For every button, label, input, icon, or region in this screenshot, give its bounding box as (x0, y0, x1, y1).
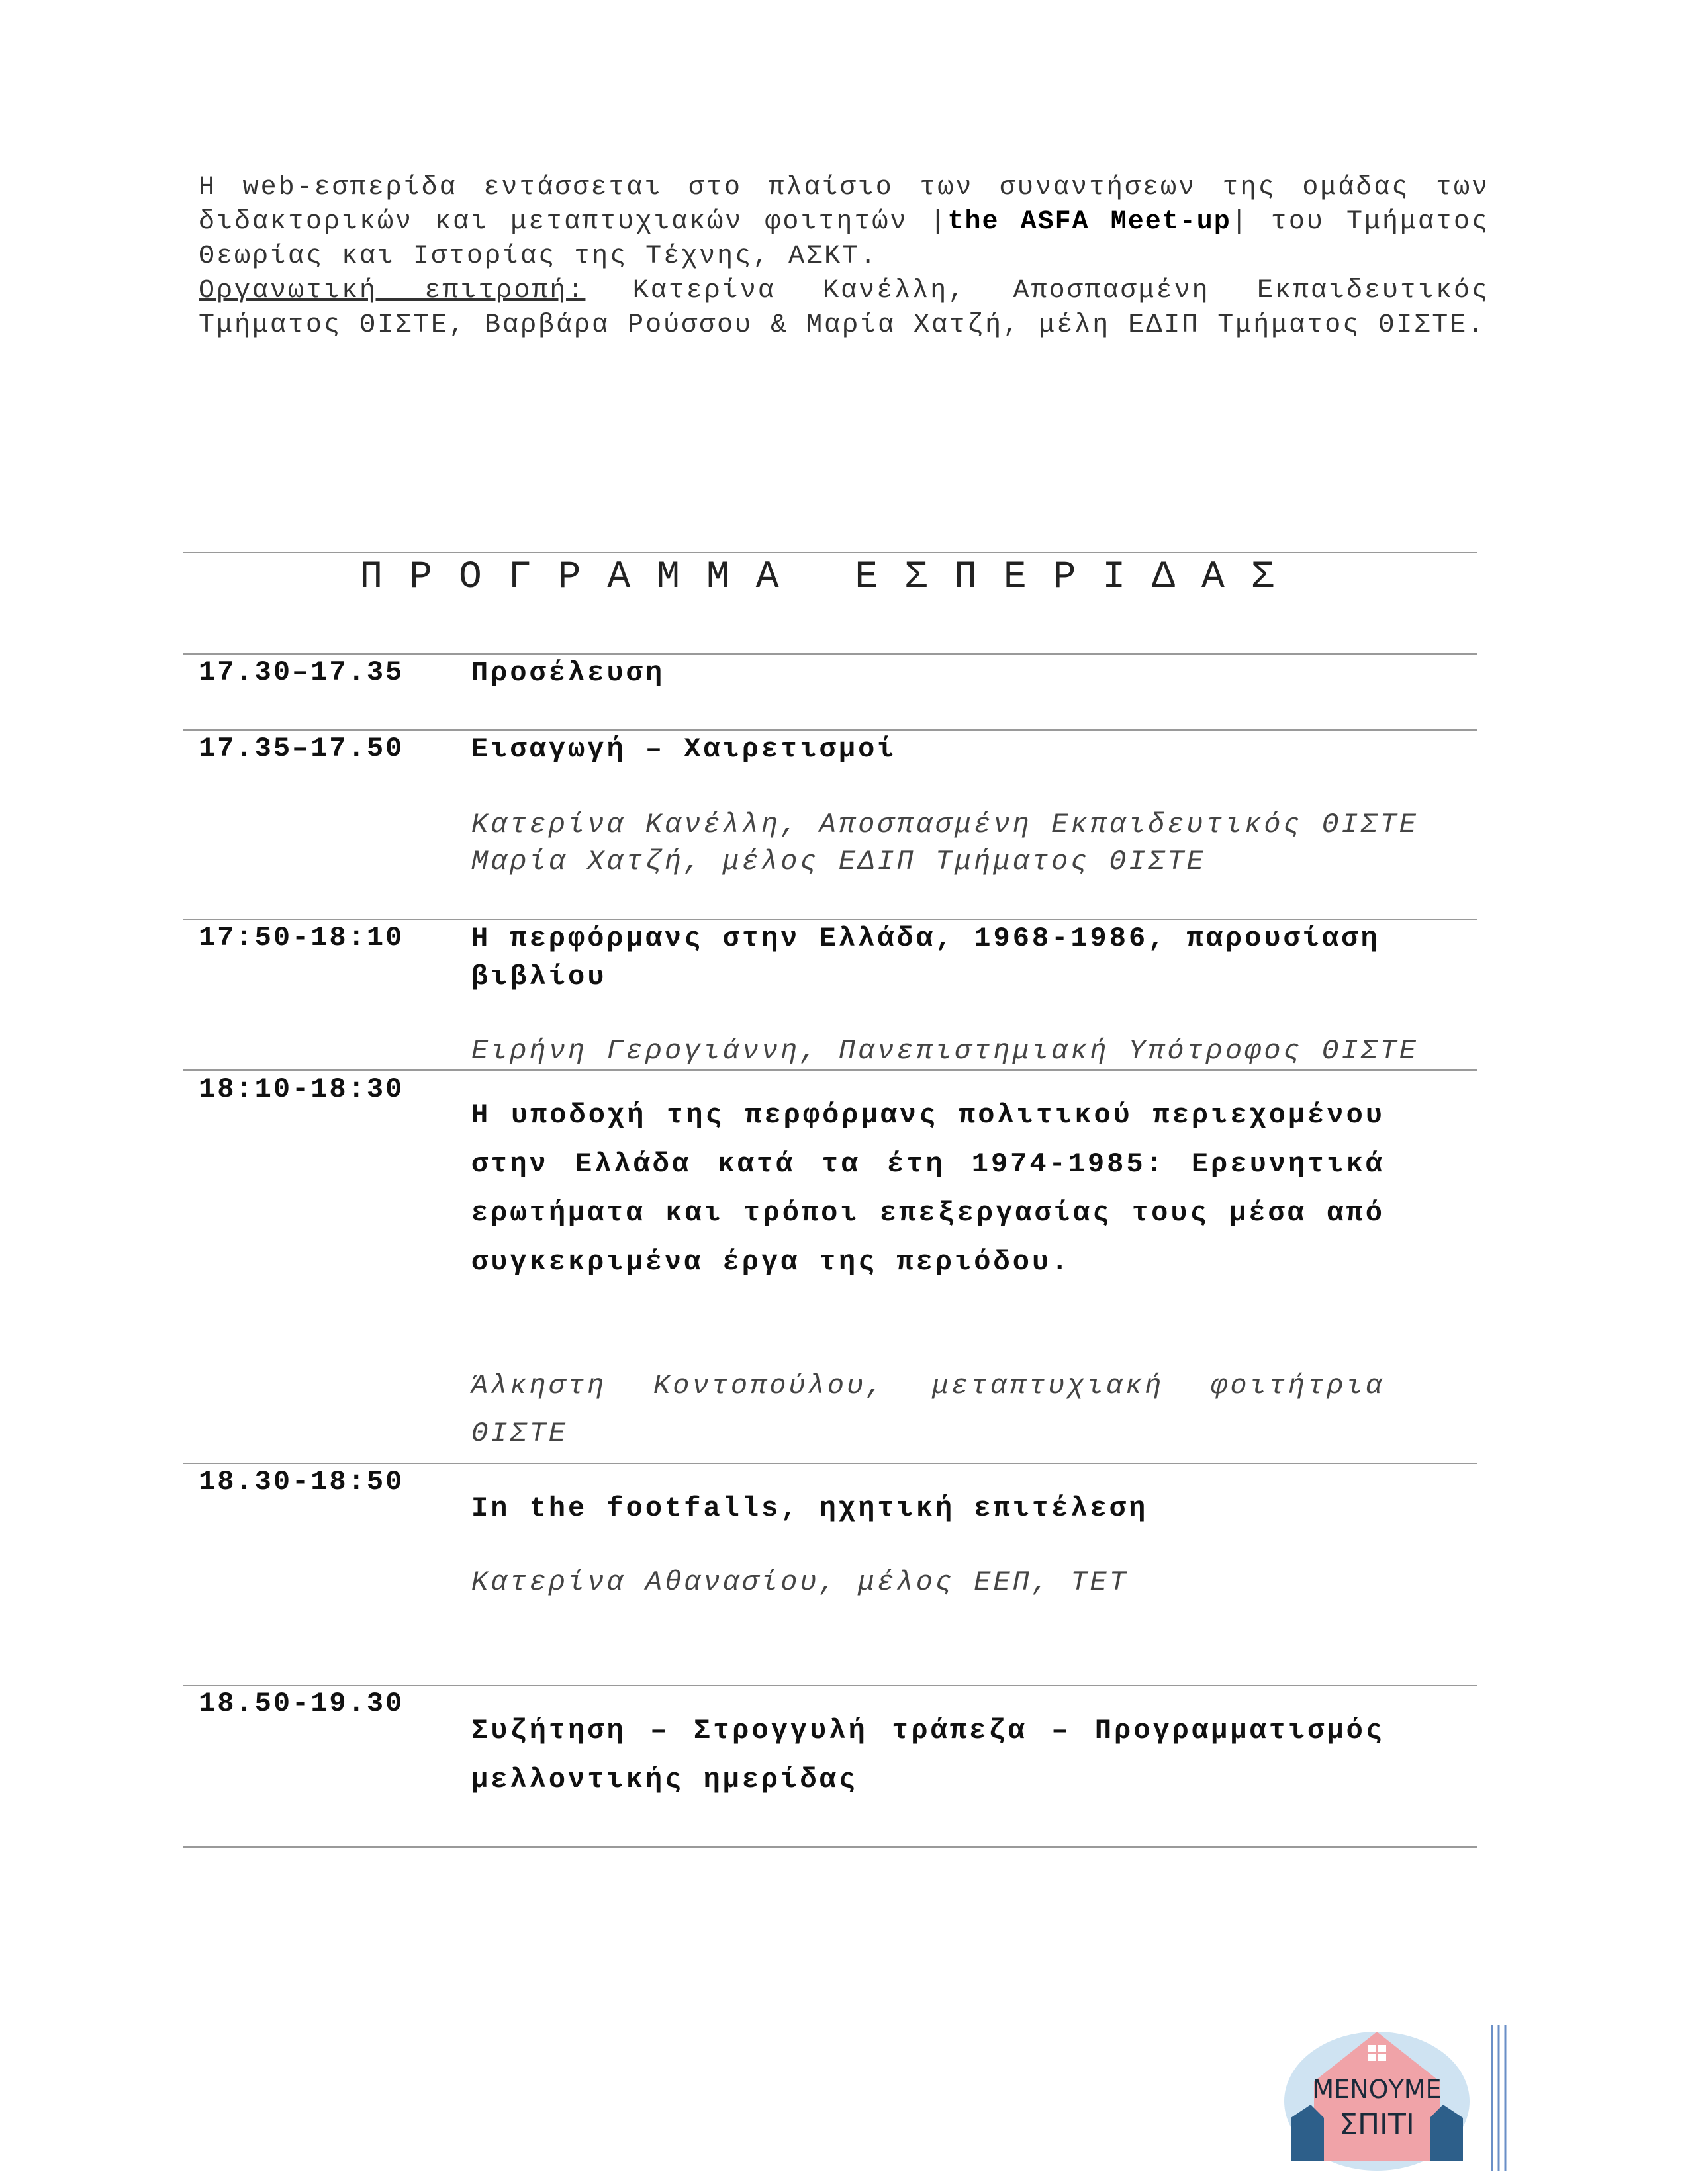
divider (183, 552, 1477, 553)
time-slot: 17:50-18:10 (199, 922, 404, 954)
time-slot: 18.50-19.30 (199, 1688, 404, 1719)
intro-paragraph (199, 171, 1489, 343)
time-slot: 17.30–17.35 (199, 657, 404, 688)
logo-text-line1: ΜΕΝΟΥΜΕ (1312, 2075, 1442, 2104)
logo-text-line2: ΣΠΙΤΙ (1339, 2108, 1415, 2142)
meetup-name: the ASFA Meet-up (947, 207, 1231, 237)
menoume-spiti-logo (1278, 2019, 1476, 2171)
decorative-lines (1489, 2025, 1509, 2171)
time-slot: 17.35–17.50 (199, 733, 404, 764)
intro-prefix: Η web-εσπερίδα εντάσσεται στο πλαίσιο των συναντήσεων της ομάδας των διδακτορικών και μεταπτυχιακών φοιτητών | (199, 173, 1489, 237)
committee-members: Κατερίνα Κανέλλη, Αποσπασμένη Εκπαιδευτικός Τμήματος ΘΙΣΤΕ, Βαρβάρα Ρούσσου & Μαρία Χατζή, μέλη ΕΔΙΠ Τμήματος ΘΙΣΤΕ. (199, 276, 1490, 340)
speaker: Κατερίνα Κανέλλη, Αποσπασμένη Εκπαιδευτικός ΘΙΣΤΕ (471, 809, 1419, 841)
divider (183, 1463, 1477, 1464)
session-title: Εισαγωγή – Χαιρετισμοί (471, 733, 897, 765)
committee-text (199, 274, 1489, 343)
session-title: Συζήτηση – Στρογγυλή τράπεζα – Προγραμματισμός μελλοντικής ημερίδας (471, 1715, 1385, 1796)
time-slot: 18:10-18:30 (199, 1073, 404, 1105)
speaker: Ειρήνη Γερογιάννη, Πανεπιστημιακή Υπότροφος ΘΙΣΤΕ (471, 1035, 1419, 1067)
program-title: ΠΡΟΓΡΑΜΜΑ ΕΣΠΕΡΙΔΑΣ (359, 556, 1301, 599)
speaker: Κατερίνα Αθανασίου, μέλος ΕΕΠ, ΤΕΤ (471, 1567, 1129, 1598)
speaker: Άλκηστη Κοντοπούλου, μεταπτυχιακή φοιτήτρια ΘΙΣΤΕ (471, 1370, 1385, 1449)
committee-label: Οργανωτική επιτροπή: (199, 276, 586, 306)
intro-suffix: | του Τμήματος Θεωρίας και Ιστορίας της Τέχνης, ΑΣΚΤ. (199, 207, 1489, 271)
intro-text (199, 171, 1489, 274)
divider (183, 1685, 1477, 1686)
session-title: Η υποδοχή της περφόρμανς πολιτικού περιεχομένου στην Ελλάδα κατά τα έτη 1974-1985: Ερευνητικά ερωτήματα και τρόποι επεξεργασίας τους μέσα από συγκεκριμένα έργα της περιόδου. (471, 1099, 1385, 1278)
session-title: In the footfalls, ηχητική επιτέλεση (471, 1492, 1149, 1524)
speaker: Μαρία Χατζή, μέλος ΕΔΙΠ Τμήματος ΘΙΣΤΕ (471, 846, 1206, 878)
session-title: Η περφόρμανς στην Ελλάδα, 1968-1986, παρουσίαση βιβλίου (471, 923, 1380, 993)
divider (183, 1069, 1477, 1071)
session-title: Προσέλευση (471, 657, 665, 689)
time-slot: 18.30-18:50 (199, 1466, 404, 1498)
divider (183, 1846, 1477, 1848)
